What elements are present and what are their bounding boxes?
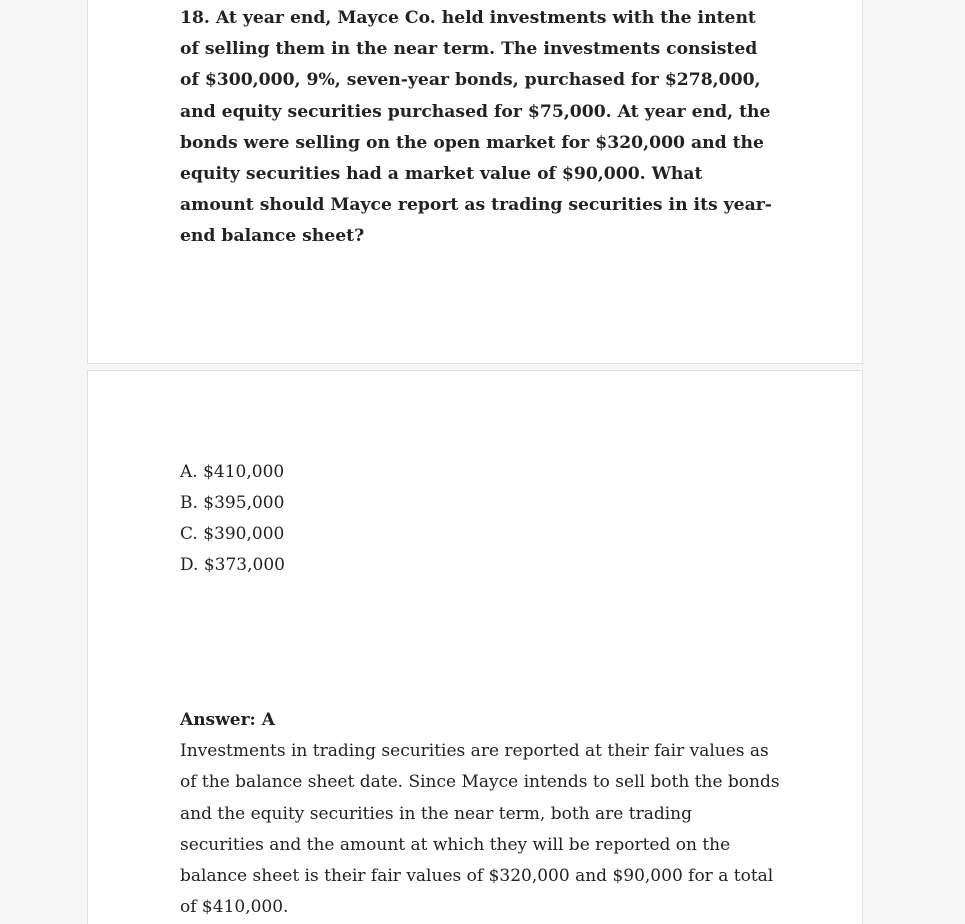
option-a: A. $410,000 [180, 462, 285, 482]
option-b: B. $395,000 [180, 493, 285, 513]
answer-card [87, 370, 863, 924]
question-text: 18. At year end, Mayce Co. held investments with the intent of selling them in the near term. The investments consisted of $300,000, 9%, seven-year bonds, purchased for $278,000, and equity securities purchased for $75,000. At year end, the bonds were selling on the open market for $320,000 and the equity securities had a market value of $90,000. What amount should Mayce report as trading securities in its year-end balance sheet? [180, 8, 772, 247]
option-d: D. $373,000 [180, 555, 285, 575]
answer-label: Answer: A [180, 710, 275, 730]
options-list [180, 457, 285, 581]
option-c: C. $390,000 [180, 524, 285, 544]
question-card [87, 0, 863, 364]
answer-explanation: Investments in trading securities are reported at their fair values as of the balance sheet date. Since Mayce intends to sell both the bonds and the equity securities in the near term, both are trading securities and the amount at which they will be reported on the balance sheet is their fair values of $320,000 and $90,000 for a total of $410,000. [180, 741, 780, 918]
